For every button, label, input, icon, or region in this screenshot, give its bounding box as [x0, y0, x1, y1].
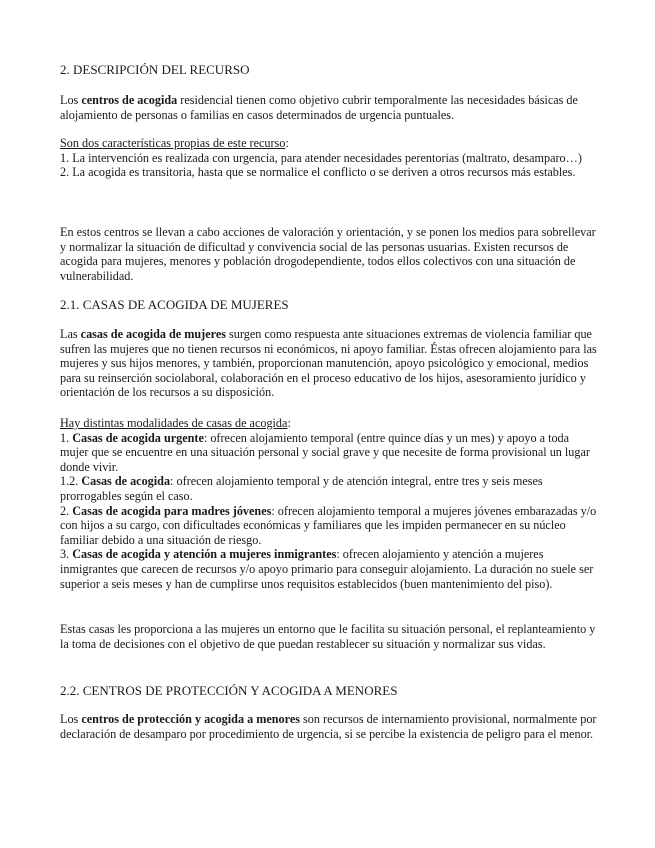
modality-item: 1.2. Casas de acogida: ofrecen alojamiento temporal y de atención integral, entre tres y seis meses prorrogables según el caso. [60, 474, 543, 503]
modality-item: 2. Casas de acogida para madres jóvenes: ofrecen alojamiento temporal a mujeres jóvenes embarazadas y/o con hijos a su cargo, con dificultades económicas y familiares que les impiden permanecer en su núcleo familiar debido a una situación de riesgo. [60, 503, 597, 547]
features-title: Son dos características propias de este recurso [60, 136, 286, 150]
modality-item: 3. Casas de acogida y atención a mujeres inmigrantes: ofrecen alojamiento y atención a mujeres inmigrantes que carecen de recursos y/o apoyo primario para conseguir alojamiento. La duración no suele ser superior a seis meses y han de cumplirse unos requisitos establecidos (buen mantenimiento del piso). [60, 547, 594, 591]
section-2-2-heading: 2.2. CENTROS DE PROTECCIÓN Y ACOGIDA A MENORES [60, 683, 398, 698]
casas-de-acogida-term: casas de acogida de mujeres [80, 327, 226, 341]
modalities-list: Hay distintas modalidades de casas de acogida: 1. Casas de acogida urgente: ofrecen alojamiento temporal (entre quince días y un mes) y apoyo a toda mujer que se encuentre en una situación personal y social grave y que necesite de forma provisional un lugar donde vivir. 1.2. Casas de acogida: ofrecen alojamiento temporal y de atención integral, entre tres y seis meses prorrogables según el caso. 2. Casas de acogida para madres jóvenes: ofrecen alojamiento temporal a mujeres jóvenes embarazadas y/o con hijos a su cargo, con dificultades económicas y familiares que les impiden permanecer en su núcleo familiar debido a una situación de riesgo. 3. Casas de acogida y atención a mujeres inmigrantes: ofrecen alojamiento y atención a mujeres inmigrantes que carecen de recursos y/o apoyo primario para conseguir alojamiento. La duración no suele ser superior a seis meses y han de cumplirse unos requisitos establecidos (buen mantenimiento del piso). [60, 416, 597, 591]
section-2-intro: Los centros de acogida residencial tienen como objetivo cubrir temporalmente las necesidades básicas de alojamiento de personas o familias en casos determinados de urgencia puntuales. [60, 93, 578, 122]
features-list: Son dos características propias de este recurso: 1. La intervención es realizada con urgencia, para atender necesidades perentorias (maltrato, desamparo…) 2. La acogida es transitoria, hasta que se normalice el conflicto o se deriven a otros recursos más estables. [60, 136, 582, 180]
centros-de-acogida-term: centros de acogida [81, 93, 178, 107]
section-2-heading: 2. DESCRIPCIÓN DEL RECURSO [60, 62, 250, 77]
section-2-1-heading: 2.1. CASAS DE ACOGIDA DE MUJERES [60, 297, 289, 312]
feature-1: 1. La intervención es realizada con urgencia, para atender necesidades perentorias (maltrato, desamparo…) [60, 150, 582, 165]
feature-2: 2. La acogida es transitoria, hasta que se normalice el conflicto o se deriven a otros recursos más estables. [60, 165, 576, 180]
section-2-2-intro: Los centros de protección y acogida a menores son recursos de internamiento provisional, normalmente por declaración de desamparo por procedimiento de urgencia, si se percibe la existencia de peligro para el menor. [60, 712, 597, 741]
modality-item: 1. Casas de acogida urgente: ofrecen alojamiento temporal (entre quince días y un mes) y apoyo a toda mujer que se encuentre en una situación personal y social grave y que necesite de forma provisional un lugar donde vivir. [60, 430, 590, 474]
modalities-title: Hay distintas modalidades de casas de acogida [60, 416, 288, 430]
section-2-1-intro: Las casas de acogida de mujeres surgen como respuesta ante situaciones extremas de violencia familiar que sufren las mujeres que no tienen recursos ni económicos, ni apoyo familiar. Éstas ofrecen alojamiento para las mujeres y sus hijos menores, y también, proporcionan manutención, apoyo psicológico y emocional, medios para su reinserción sociolaboral, colaboración en el proceso educativo de los hijos, asesoramiento jurídico y orientación de los recursos a su disposición. [60, 327, 597, 400]
section-2-1-closing: Estas casas les proporciona a las mujeres un entorno que le facilita su situación personal, el replanteamiento y la toma de decisiones con el objetivo de que puedan restablecer su situación y normalizar sus vidas. [60, 622, 596, 651]
centros-de-proteccion-term: centros de protección y acogida a menores [81, 712, 300, 726]
section-2-paragraph-2: En estos centros se llevan a cabo acciones de valoración y orientación, y se ponen los medios para sobrellevar y normalizar la situación de dificultad y convivencia social de las personas usuarias. Existen recursos de acogida para mujeres, menores y población drogodependiente, todos ellos colectivos con una situación de vulnerabilidad. [60, 225, 596, 283]
